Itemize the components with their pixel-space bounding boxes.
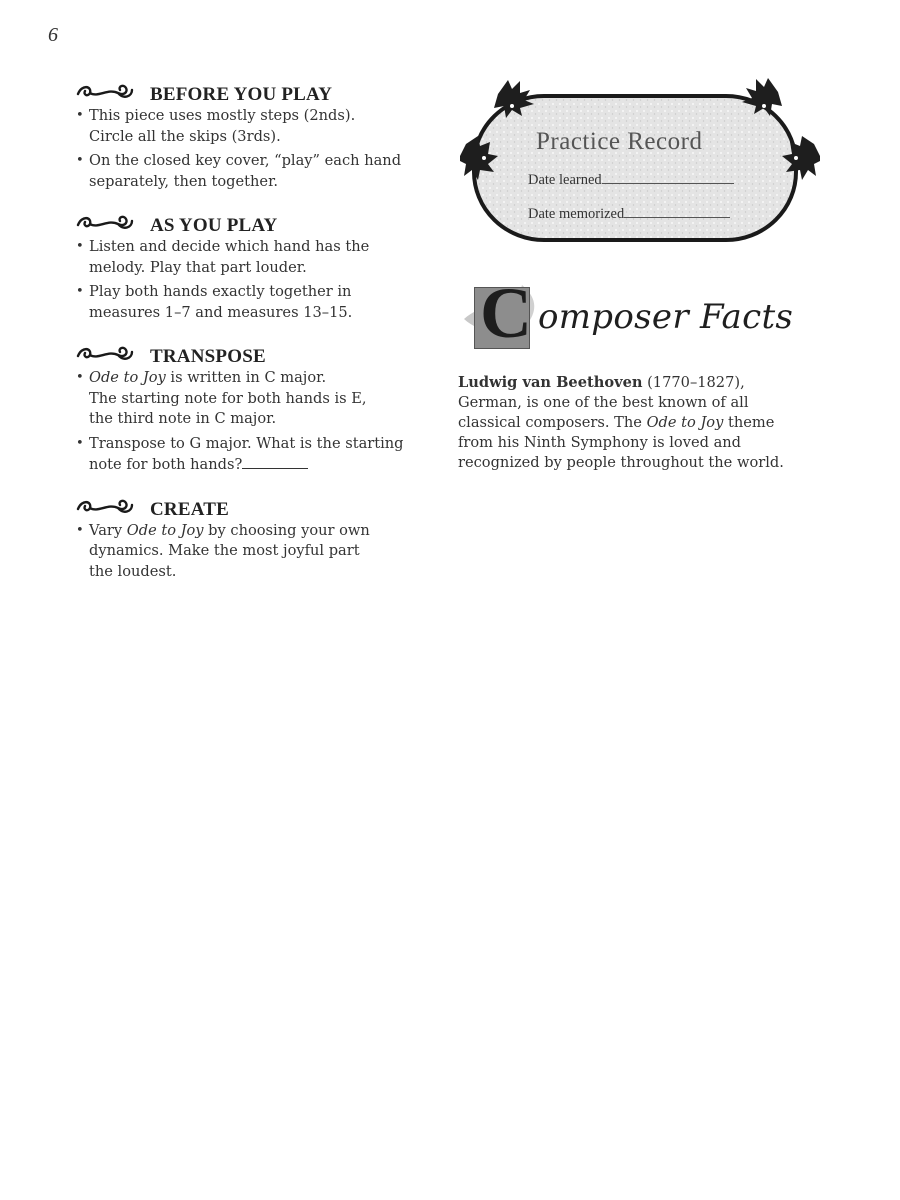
section-title: TRANSPOSE <box>150 346 266 367</box>
scroll-ornament-icon <box>74 495 136 519</box>
composer-facts-heading <box>462 273 794 355</box>
section-header <box>74 493 444 521</box>
practice-record <box>460 74 820 246</box>
composer-facts-text: Ludwig van Beethoven (1770–1827), German, is one of the best known of all classical composers. The Ode to Joy theme from his Ninth Symphony is loved and recognized by people throughout the world. <box>458 374 784 471</box>
date-learned-line <box>602 171 734 184</box>
section-transpose <box>74 340 444 476</box>
instructions-column <box>74 78 444 599</box>
practice-record-title: Practice Record <box>536 128 703 155</box>
list-item: • Ode to Joy is written in C major. The starting note for both hands is E, the third note in C major. <box>76 368 444 430</box>
composer-name: Ludwig van Beethoven <box>458 374 643 391</box>
list-item: • Play both hands exactly together in measures 1–7 and measures 13–15. <box>76 282 444 323</box>
list-item: • Listen and decide which hand has the melody. Play that part louder. <box>76 237 444 278</box>
list-item: • This piece uses mostly steps (2nds). Circle all the skips (3rds). <box>76 106 444 147</box>
piece-title: Ode to Joy <box>646 414 724 431</box>
date-memorized-line <box>624 205 730 218</box>
page-number: 6 <box>48 24 58 46</box>
piece-title: Ode to Joy <box>126 521 204 539</box>
composer-dates: (1770–1827), <box>647 374 745 391</box>
section-header <box>74 340 444 368</box>
composer-facts-title: omposer Facts <box>538 297 794 337</box>
section-as-you-play <box>74 209 444 323</box>
section-create <box>74 493 444 583</box>
scroll-ornament-icon <box>74 342 136 366</box>
date-learned-field: Date learned <box>528 171 734 189</box>
section-before-you-play <box>74 78 444 192</box>
list-item: • On the closed key cover, “play” each hand separately, then together. <box>76 151 444 192</box>
section-title: AS YOU PLAY <box>150 215 278 236</box>
list-item: • Vary Ode to Joy by choosing your own dynamics. Make the most joyful part the loudest. <box>76 521 444 583</box>
section-header <box>74 78 444 106</box>
section-header <box>74 209 444 237</box>
section-title: CREATE <box>150 498 229 520</box>
scroll-ornament-icon <box>74 211 136 235</box>
piece-title: Ode to Joy <box>89 369 166 386</box>
drop-cap-letter: C <box>480 273 532 353</box>
list-item: • Transpose to G major. What is the starting note for both hands? <box>76 434 444 476</box>
date-memorized-field: Date memorized <box>528 205 730 223</box>
scroll-ornament-icon <box>74 80 136 104</box>
section-title: BEFORE YOU PLAY <box>150 84 333 105</box>
answer-blank <box>242 454 308 469</box>
